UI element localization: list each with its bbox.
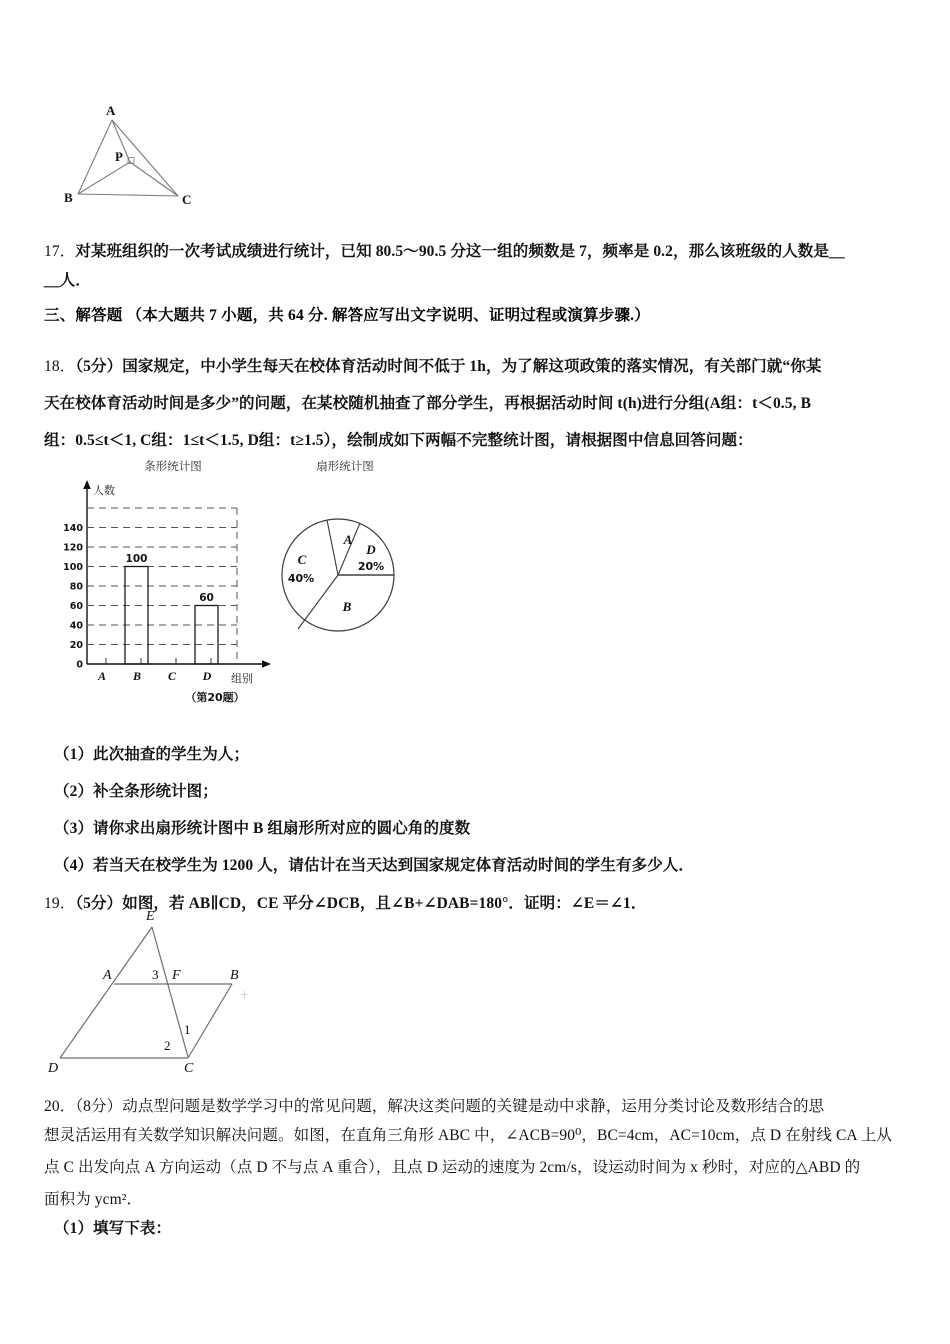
- question-17-text: 对某班组织的一次考试成绩进行统计，已知 80.5～90.5 分这一组的频数是 7，频率是 0.2，那么该班级的人数是＿: [75, 243, 845, 260]
- pie-label-b: B: [342, 599, 352, 614]
- question-18-score: （5分）: [75, 358, 123, 375]
- bar-b: [125, 567, 148, 665]
- bar-ytick-120: 120: [63, 542, 83, 554]
- pie-label-d: D: [366, 542, 376, 557]
- bar-chart-figure: [55, 458, 290, 708]
- fig19-label-c: C: [184, 1061, 194, 1076]
- fig19-angle-3: 3: [152, 967, 159, 982]
- pie-chart-figure: [265, 458, 440, 658]
- question-19-score: （5分）: [75, 895, 123, 912]
- pie-divider-ad: [338, 523, 360, 575]
- question-20-score: （8分）: [75, 1098, 123, 1115]
- fig19-angle-1: 1: [184, 1022, 191, 1037]
- question-18-sub-2: （2）补全条形统计图；: [54, 783, 218, 800]
- bar-ytick-140: 140: [63, 523, 83, 534]
- question-20-line3: 点 C 出发向点 A 方向运动（点 D 不与点 A 重合），且点 D 运动的速度为 2cm/s，设运动时间为 x 秒时，对应的△ABD 的: [44, 1159, 861, 1176]
- bar-ytick-60: 60: [69, 601, 83, 612]
- question-20-number: 20．: [44, 1098, 76, 1115]
- question-18-sub-1: （1）此次抽查的学生为人；: [54, 746, 250, 763]
- fig19-label-d: D: [48, 1061, 59, 1076]
- bar-chart-title: 条形统计图: [144, 459, 202, 473]
- bar-label-b: 100: [125, 553, 148, 565]
- question-20-line4: 面积为 ycm²．: [44, 1191, 143, 1208]
- question-18-line2: 天在校体育活动时间是多少”的问题，在某校随机抽查了部分学生，再根据活动时间 t(h)进行分组(A组：t＜0.5, B: [44, 395, 812, 412]
- question-18-text-line1: 国家规定，中小学生每天在校体育活动时间不低于 1h，为了解这项政策的落实情况，有关部门就“你某: [122, 358, 822, 375]
- bar-ytick-0: 0: [76, 659, 83, 671]
- bar-ytick-40: 40: [69, 620, 83, 632]
- triangle-label-p: P: [115, 149, 123, 164]
- pie-label-a: A: [343, 532, 353, 547]
- bar-category-a: A: [97, 669, 107, 683]
- pie-label-c: C: [297, 552, 307, 567]
- question-18-number: 18．: [44, 358, 76, 375]
- fig19-mark: ＋: [240, 991, 250, 1001]
- figure-triangle-abc: [60, 100, 200, 215]
- question-19-text: 如图，若 AB∥CD，CE 平分∠DCB，且∠B+∠DAB=180°．证明：∠E＝∠1．: [122, 895, 647, 912]
- bar-label-d: 60: [199, 592, 214, 604]
- triangle-label-b: B: [64, 190, 73, 205]
- question-17-number: 17．: [44, 243, 76, 260]
- pie-percent-d: 20%: [357, 560, 385, 573]
- pie-divider-ca: [327, 520, 338, 575]
- bar-chart-ylabel: 人数: [93, 484, 115, 497]
- question-18-line3: 组：0.5≤t＜1, C组：1≤t＜1.5, D组：t≥1.5），绘制成如下两幅不完整统计图，请根据图中信息回答问题：: [44, 432, 753, 449]
- fig19-label-a: A: [103, 968, 112, 983]
- bar-category-b: B: [132, 669, 142, 683]
- question-18-sub-3: （3）请你求出扇形统计图中 B 组扇形所对应的圆心角的度数: [54, 820, 471, 837]
- bar-chart-caption: （第20题）: [185, 691, 245, 704]
- question-18-line1: [44, 348, 916, 385]
- bar-ytick-100: 100: [63, 562, 83, 573]
- section-three-heading: 三、解答题 （本大题共 7 小题，共 64 分. 解答应写出文字说明、证明过程或演算步骤.）: [44, 307, 650, 324]
- bar-chart-xlabel: 组别: [231, 672, 253, 685]
- question-20-line2: 想灵活运用有关数学知识解决问题。如图，在直角三角形 ABC 中，∠ACB=90⁰，BC=4cm，AC=10cm，点 D 在射线 CA 上从: [44, 1127, 893, 1144]
- triangle-label-a: A: [106, 103, 116, 118]
- question-20-sub-1: （1）填写下表：: [54, 1220, 172, 1237]
- fig19-label-e: E: [146, 909, 155, 924]
- bar-category-c: C: [167, 669, 177, 683]
- question-17-line2: ＿人．: [44, 272, 91, 289]
- bar-ytick-80: 80: [69, 581, 83, 593]
- pie-chart-title: 扇形统计图: [316, 459, 374, 473]
- fig19-angle-2: 2: [164, 1038, 171, 1053]
- question-20-text-line1: 动点型问题是数学学习中的常见问题，解决这类问题的关键是动中求静，运用分类讨论及数形结合的思: [122, 1098, 825, 1115]
- bar-ytick-20: 20: [69, 640, 83, 651]
- fig19-label-f: F: [172, 968, 181, 983]
- question-19-number: 19．: [44, 895, 76, 912]
- triangle-label-c: C: [182, 192, 192, 207]
- bar-d: [195, 606, 218, 665]
- question-18-sub-4: （4）若当天在校学生为 1200 人，请估计在当天达到国家规定体育活动时间的学生有多少人．: [54, 857, 695, 874]
- fig19-label-b: B: [230, 968, 239, 983]
- pie-percent-c: 40%: [287, 572, 315, 585]
- figure-parallelogram-abcd: [42, 900, 462, 1090]
- bar-category-d: D: [202, 669, 212, 683]
